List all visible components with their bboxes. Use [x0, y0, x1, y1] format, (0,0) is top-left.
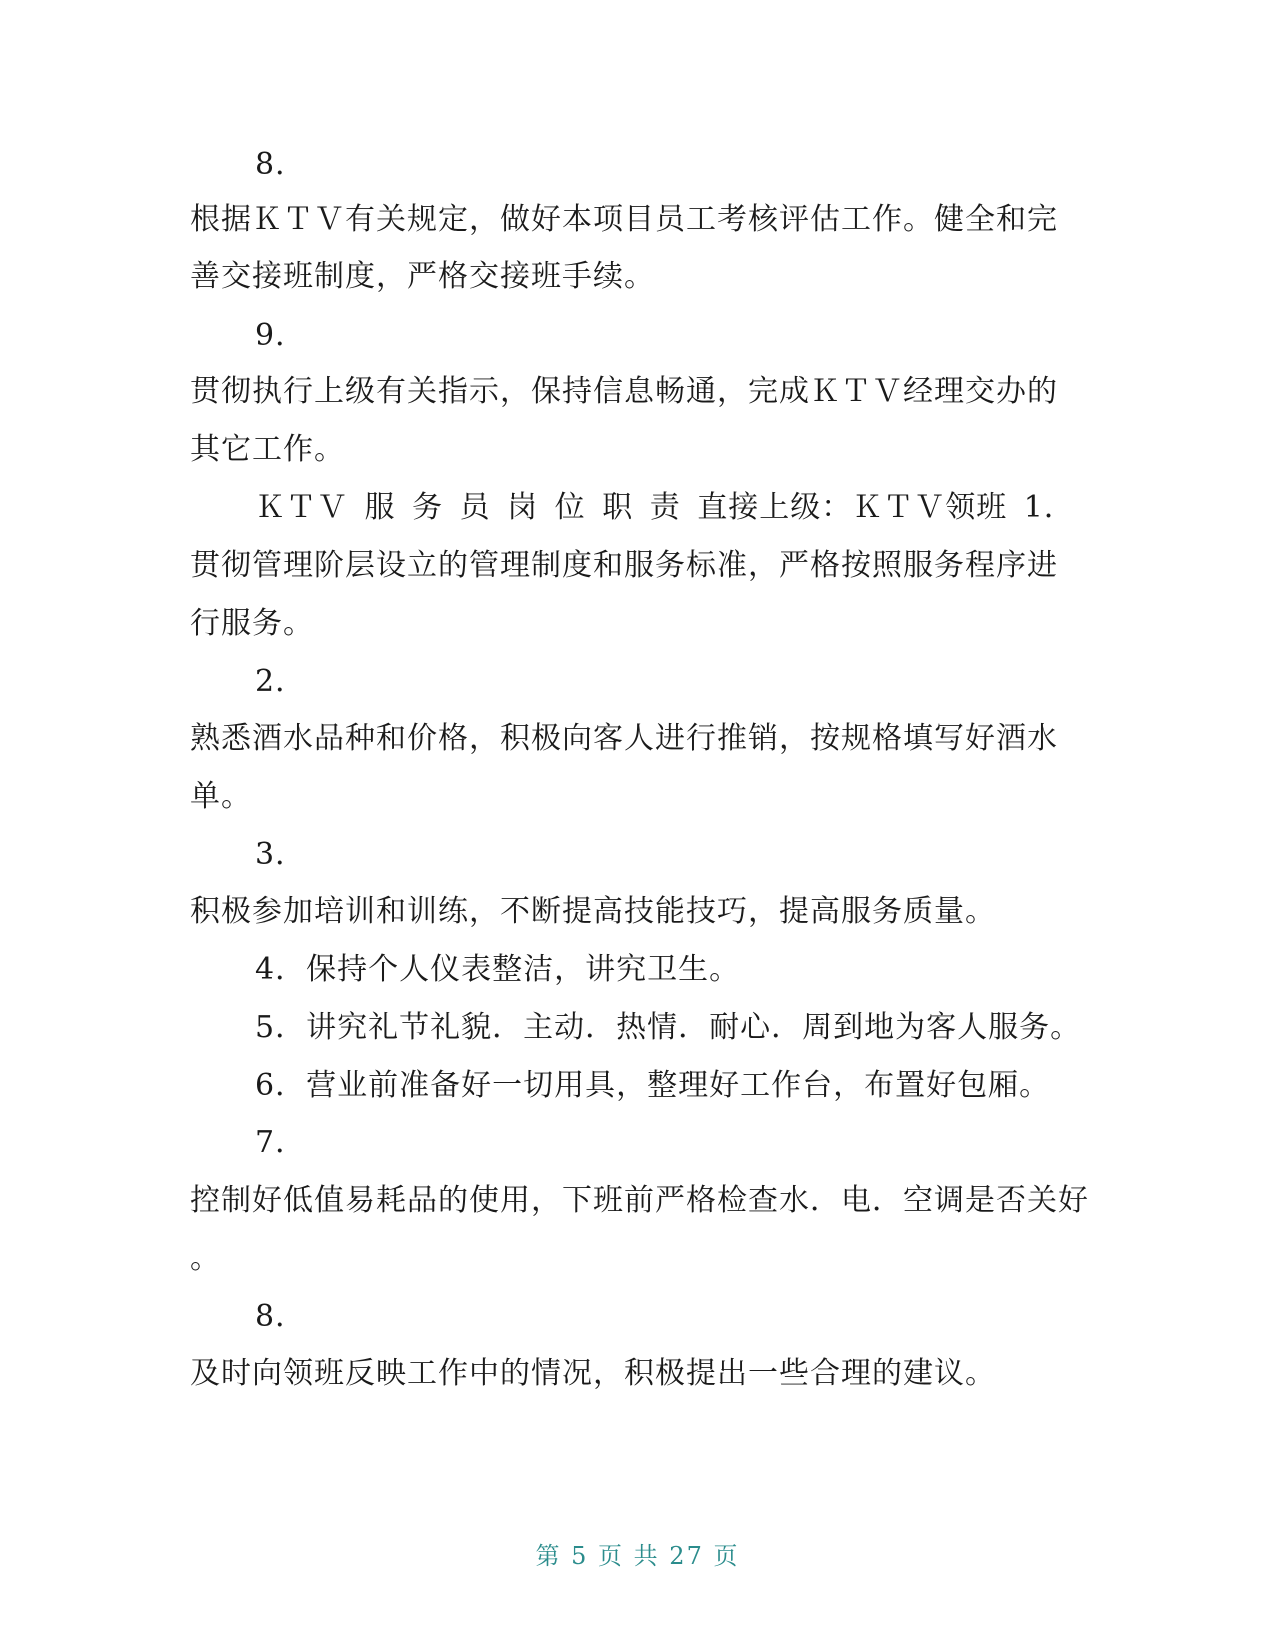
- paragraph-line: 行服务。: [190, 606, 314, 641]
- item-number: 7．: [255, 1125, 307, 1160]
- heading-part: 直接上级：ＫＴＶ领班: [697, 490, 1008, 525]
- paragraph-line: 及时向领班反映工作中的情况，积极提出一些合理的建议。: [190, 1356, 996, 1391]
- heading-part: 员: [459, 490, 491, 525]
- paragraph-line: 其它工作。: [190, 432, 345, 467]
- item-number: 9．: [255, 318, 307, 353]
- paragraph-line: 贯彻管理阶层设立的管理制度和服务标准，严格按照服务程序进: [190, 548, 1058, 583]
- heading-part: 务: [412, 490, 444, 525]
- paragraph-line: 善交接班制度，严格交接班手续。: [190, 259, 655, 294]
- list-item: 4．保持个人仪表整洁，讲究卫生。: [255, 952, 741, 987]
- item-number: 8．: [255, 1299, 307, 1334]
- list-item: 6．营业前准备好一切用具，整理好工作台，布置好包厢。: [255, 1068, 1051, 1103]
- section-heading: [255, 490, 1075, 526]
- item-number: 2．: [255, 664, 307, 699]
- heading-part: 责: [649, 490, 681, 525]
- heading-part: 位: [554, 490, 586, 525]
- heading-part: 服: [364, 490, 396, 525]
- list-item: 5．讲究礼节礼貌．主动．热情．耐心．周到地为客人服务。: [255, 1010, 1082, 1045]
- item-number: 3．: [255, 837, 307, 872]
- heading-part: 1．: [1023, 490, 1075, 525]
- paragraph-line: 。: [190, 1241, 221, 1276]
- heading-part: ＫＴＶ: [255, 490, 348, 525]
- paragraph-line: 贯彻执行上级有关指示，保持信息畅通，完成ＫＴＶ经理交办的: [190, 374, 1058, 409]
- paragraph-line: 控制好低值易耗品的使用，下班前严格检查水．电．空调是否关好: [190, 1183, 1089, 1218]
- item-number: 8．: [255, 147, 307, 182]
- paragraph-line: 积极参加培训和训练，不断提高技能技巧，提高服务质量。: [190, 894, 996, 929]
- page-footer: 第 5 页 共 27 页: [535, 1542, 740, 1570]
- heading-part: 职: [602, 490, 634, 525]
- paragraph-line: 单。: [190, 779, 252, 814]
- heading-part: 岗: [507, 490, 539, 525]
- paragraph-line: 熟悉酒水品种和价格，积极向客人进行推销，按规格填写好酒水: [190, 721, 1058, 756]
- paragraph-line: 根据ＫＴＶ有关规定，做好本项目员工考核评估工作。健全和完: [190, 202, 1058, 237]
